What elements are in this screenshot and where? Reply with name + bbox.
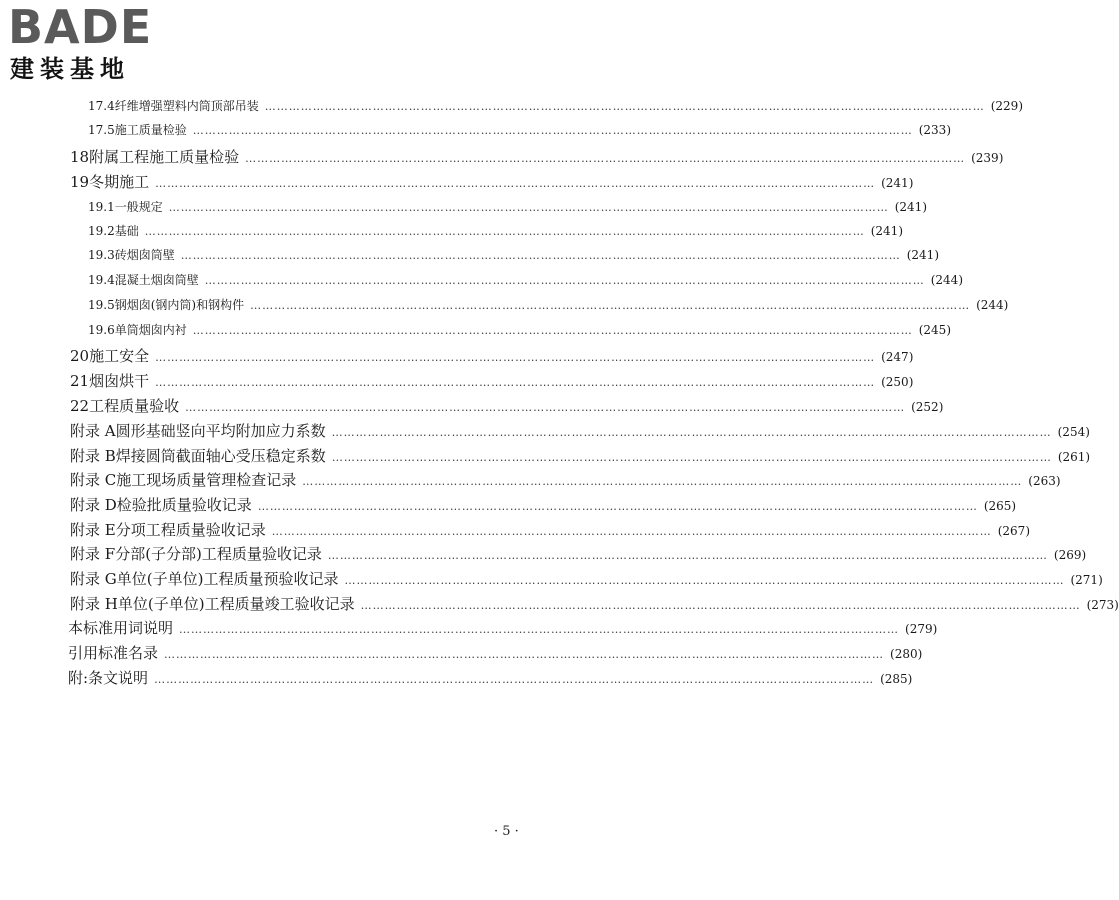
toc-entry-title: 分部(子分部)工程质量验收记录 — [115, 545, 322, 563]
toc-entry-page: (261) — [1057, 450, 1091, 464]
toc-entry-page: (244) — [930, 273, 964, 287]
toc-leader-dots: ……………………………………………………………………………………………………………………………………………………………… — [302, 475, 1023, 488]
toc-entry-page: (241) — [894, 200, 928, 214]
toc-entry-title: 检验批质量验收记录 — [116, 496, 252, 514]
toc-entry — [70, 445, 1091, 466]
toc-entry-title: 纤维增强塑料内筒顶部吊装 — [114, 99, 259, 113]
toc-entry-title: 分项工程质量验收记录 — [115, 521, 266, 539]
toc-entry-number: 17.5 — [88, 123, 115, 137]
logo-subtitle: 建装基地 — [10, 55, 130, 83]
toc-entry-page: (247) — [881, 350, 914, 364]
toc-leader-dots: ……………………………………………………………………………………………………………………………………………………………… — [245, 152, 966, 165]
toc-entry-title: 本标准用词说明 — [68, 619, 174, 637]
toc-entry-page: (241) — [906, 248, 940, 262]
toc-entry-number: 附录 E — [70, 521, 116, 539]
toc-entry-title: 单位(子单位)工程质量竣工验收记录 — [117, 595, 355, 613]
toc-entry-title: 单位(子单位)工程质量预验收记录 — [116, 570, 339, 588]
toc-entry-page: (241) — [881, 176, 914, 190]
toc-leader-dots: ……………………………………………………………………………………………………………………………………………………………… — [250, 299, 971, 312]
toc-entry-title: 施工现场质量管理检查记录 — [116, 471, 297, 489]
toc-leader-dots: ……………………………………………………………………………………………………………………………………………………………… — [331, 426, 1052, 439]
toc-entry-page: (279) — [905, 622, 938, 636]
toc-leader-dots: ……………………………………………………………………………………………………………………………………………………………… — [204, 274, 925, 287]
toc-entry-title: 钢烟囱(钢内筒)和钢构件 — [114, 298, 245, 312]
toc-entry-title: 单筒烟囱内衬 — [114, 323, 187, 337]
toc-leader-dots: ……………………………………………………………………………………………………………………………………………………………… — [155, 376, 876, 389]
toc-entry — [88, 246, 940, 263]
toc-entry — [70, 568, 1103, 589]
toc-entry-title: 一般规定 — [114, 200, 163, 214]
toc-entry-page: (239) — [971, 151, 1004, 165]
toc-leader-dots: ……………………………………………………………………………………………………………………………………………………………… — [179, 623, 900, 636]
toc-entry-number: 18 — [70, 148, 90, 166]
toc-leader-dots: ……………………………………………………………………………………………………………………………………………………………… — [154, 673, 875, 686]
toc-entry-number: 22 — [70, 397, 90, 415]
toc-entry-number: 附录 G — [70, 570, 117, 588]
toc-entry — [88, 97, 1024, 114]
toc-entry-number: 19.1 — [88, 200, 115, 214]
toc-entry-page: (271) — [1070, 573, 1103, 587]
toc-entry — [70, 519, 1031, 540]
toc-entry-page: (285) — [880, 672, 913, 686]
toc-leader-dots: ……………………………………………………………………………………………………………………………………………………………… — [185, 401, 906, 414]
toc-entry-title: 圆形基础竖向平均附加应力系数 — [115, 422, 326, 440]
toc-entry — [70, 469, 1061, 490]
toc-entry-title: 焊接圆筒截面轴心受压稳定系数 — [115, 447, 326, 465]
toc-entry — [70, 345, 914, 366]
toc-entry-page: (263) — [1028, 474, 1061, 488]
toc-entry-number: 19.5 — [88, 298, 115, 312]
toc-entry-number: 附录 B — [70, 447, 116, 465]
toc-entry-page: (267) — [997, 524, 1031, 538]
toc-entry-title: 烟囱烘干 — [89, 372, 150, 390]
toc-entry — [70, 171, 914, 192]
toc-entry-page: (269) — [1053, 548, 1087, 562]
toc-entry-title: 基础 — [114, 224, 139, 238]
toc-leader-dots: ……………………………………………………………………………………………………………………………………………………………… — [164, 648, 885, 661]
toc-entry-title: 工程质量验收 — [89, 397, 180, 415]
toc-entry-title: 引用标准名录 — [68, 644, 159, 662]
toc-entry-number: 19 — [70, 173, 90, 191]
toc-entry-page: (273) — [1086, 598, 1119, 612]
toc-entry — [68, 642, 923, 663]
toc-entry-page: (244) — [976, 298, 1009, 312]
toc-entry — [70, 370, 914, 391]
toc-entry — [88, 321, 952, 338]
toc-leader-dots: ……………………………………………………………………………………………………………………………………………………………… — [327, 549, 1048, 562]
toc-entry-number: 19.2 — [88, 224, 115, 238]
toc-entry-number: 附录 C — [70, 471, 117, 489]
toc-entry-page: (254) — [1057, 425, 1090, 439]
toc-entry-number: 附录 D — [70, 496, 117, 514]
toc-entry — [88, 198, 928, 215]
logo-wordmark: BADE — [8, 0, 153, 54]
toc-entry-title: 砖烟囱筒壁 — [114, 248, 175, 262]
toc-entry — [70, 420, 1090, 441]
toc-entry-number: 附录 A — [70, 422, 116, 440]
toc-entry-page: (233) — [918, 123, 952, 137]
toc-entry — [70, 494, 1017, 515]
toc-entry — [70, 146, 1004, 167]
toc-entry-number: 17.4 — [88, 99, 115, 113]
toc-entry-title: 施工安全 — [89, 347, 150, 365]
toc-leader-dots: ……………………………………………………………………………………………………………………………………………………………… — [344, 574, 1065, 587]
toc-leader-dots: ……………………………………………………………………………………………………………………………………………………………… — [192, 324, 913, 337]
logo — [8, 0, 178, 84]
toc-entry-page: (229) — [990, 99, 1024, 113]
toc-entry — [70, 593, 1119, 614]
toc-leader-dots: ……………………………………………………………………………………………………………………………………………………………… — [155, 177, 876, 190]
toc-entry-title: 施工质量检验 — [114, 123, 187, 137]
toc-entry-page: (265) — [983, 499, 1017, 513]
toc-entry — [88, 121, 952, 138]
toc-entry-title: 附属工程施工质量检验 — [89, 148, 240, 166]
toc-entry-page: (245) — [918, 323, 952, 337]
toc-entry-page: (241) — [870, 224, 904, 238]
toc-entry — [88, 222, 904, 239]
toc-entry-number: 19.3 — [88, 248, 115, 262]
toc-leader-dots: ……………………………………………………………………………………………………………………………………………………………… — [331, 451, 1052, 464]
toc-entry — [70, 543, 1087, 564]
toc-entry — [88, 271, 964, 288]
toc-leader-dots: ……………………………………………………………………………………………………………………………………………………………… — [155, 351, 876, 364]
toc-entry-number: 附录 F — [70, 545, 116, 563]
toc-entry — [68, 667, 913, 688]
toc-leader-dots: ……………………………………………………………………………………………………………………………………………………………… — [360, 599, 1081, 612]
toc-entry-page: (280) — [890, 647, 923, 661]
toc-entry-number: 20 — [70, 347, 90, 365]
page-number: · 5 · — [494, 824, 519, 839]
toc-leader-dots: ……………………………………………………………………………………………………………………………………………………………… — [271, 525, 992, 538]
toc-entry-number: 附录 H — [70, 595, 118, 613]
toc-entry — [70, 395, 944, 416]
toc-leader-dots: ……………………………………………………………………………………………………………………………………………………………… — [257, 500, 978, 513]
toc-entry-title: 混凝土烟囱筒壁 — [114, 273, 199, 287]
toc-entry-number: 19.6 — [88, 323, 115, 337]
toc-entry-number: 19.4 — [88, 273, 115, 287]
toc-leader-dots: ……………………………………………………………………………………………………………………………………………………………… — [264, 100, 985, 113]
toc-leader-dots: ……………………………………………………………………………………………………………………………………………………………… — [144, 225, 865, 238]
toc-leader-dots: ……………………………………………………………………………………………………………………………………………………………… — [168, 201, 889, 214]
toc-entry-page: (250) — [881, 375, 914, 389]
toc-leader-dots: ……………………………………………………………………………………………………………………………………………………………… — [192, 124, 913, 137]
toc-entry — [68, 617, 938, 638]
toc-entry — [88, 296, 1009, 313]
toc-entry-number: 21 — [70, 372, 90, 390]
toc-leader-dots: ……………………………………………………………………………………………………………………………………………………………… — [180, 249, 901, 262]
toc-entry-page: (252) — [911, 400, 944, 414]
toc-entry-title: 附:条文说明 — [68, 669, 149, 687]
toc-entry-title: 冬期施工 — [89, 173, 150, 191]
